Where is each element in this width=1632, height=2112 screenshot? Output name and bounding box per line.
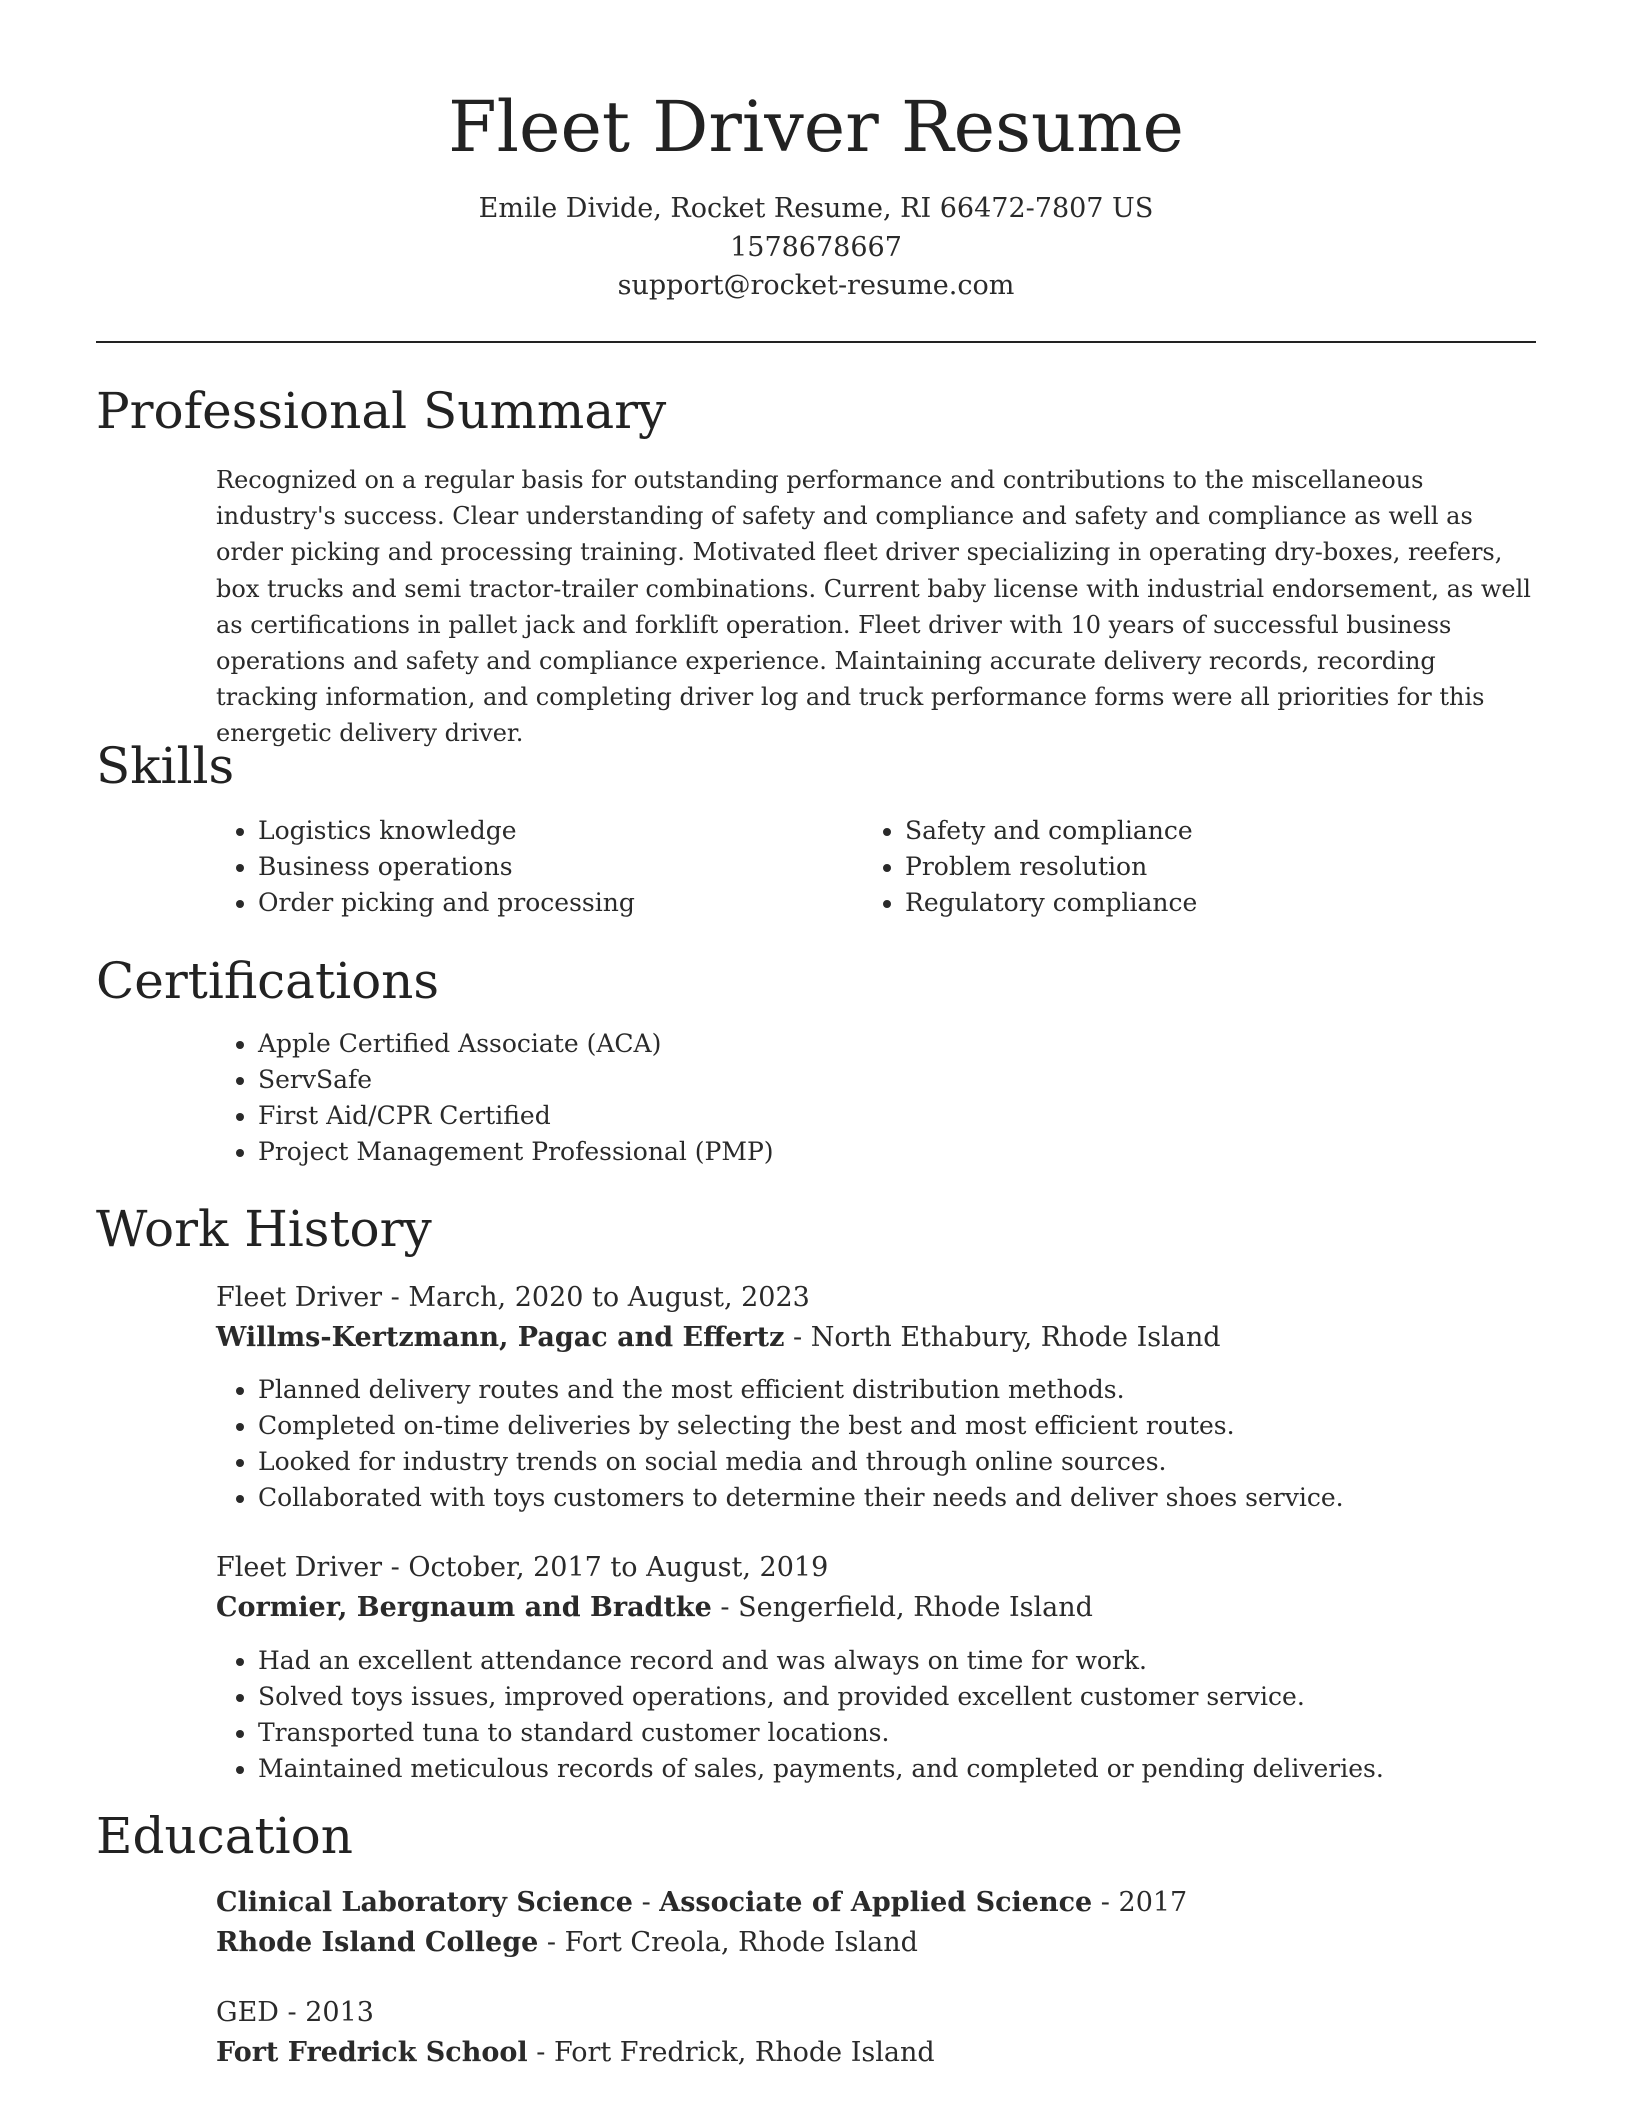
education-degree-line: [216, 1993, 374, 2033]
separator: -: [278, 1997, 306, 2028]
education-school-line: [216, 2033, 935, 2073]
skill-item: • Problem resolution: [905, 849, 1525, 885]
skills-list-left: [214, 813, 858, 921]
job-title-line: [216, 1278, 810, 1318]
education-degree-line: [216, 1883, 1187, 1923]
education-year: 2013: [305, 1997, 374, 2028]
job-company: Cormier, Bergnaum and Bradtke: [216, 1592, 712, 1623]
job-duty: • Had an excellent attendance record and was always on time for work.: [258, 1643, 1558, 1679]
job-title: Fleet Driver: [216, 1552, 383, 1583]
summary-text: Recognized on a regular basis for outstanding performance and contributions to the miscellaneous industry's success. Clear understanding of safety and compliance and safety and compliance as well as order picking and processing training. Motivated fleet driver specializing in operating dry-boxes, reefers, box trucks and semi tractor-trailer combinations. Current baby license with industrial endorsement, as well as certifications in pallet jack and forklift operation. Fleet driver with 10 years of successful business operations and safety and compliance experience. Maintaining accurate delivery records, recording tracking information, and completing driver log and truck performance forms were all priorities for this energetic delivery driver.: [216, 466, 1531, 748]
skill-item: • Business operations: [258, 849, 858, 885]
certification-item: • ServSafe: [258, 1062, 1458, 1098]
certifications-heading: Certifications: [96, 952, 440, 1010]
job-duties-list: [214, 1372, 1558, 1516]
job-location: Sengerfield, Rhode Island: [738, 1592, 1093, 1623]
education-field: Clinical Laboratory Science: [216, 1887, 633, 1918]
job-duty: • Solved toys issues, improved operations, and provided excellent customer service.: [258, 1679, 1558, 1715]
header-divider: [96, 341, 1536, 343]
certification-item: • Apple Certified Associate (ACA): [258, 1026, 1458, 1062]
separator: -: [784, 1322, 811, 1353]
education-heading: Education: [96, 1807, 353, 1865]
job-duty: • Maintained meticulous records of sales, payments, and completed or pending deliveries.: [258, 1751, 1558, 1787]
skill-item: • Safety and compliance: [905, 813, 1525, 849]
certifications-list: [214, 1026, 1458, 1170]
job-duty: • Planned delivery routes and the most efficient distribution methods.: [258, 1372, 1558, 1408]
education-degree: GED: [216, 1997, 279, 2028]
job-title: Fleet Driver: [216, 1282, 383, 1313]
education-location: Fort Fredrick, Rhode Island: [553, 2037, 935, 2068]
certification-item: • Project Management Professional (PMP): [258, 1134, 1458, 1170]
job-title-line: [216, 1548, 828, 1588]
contact-address: Emile Divide, Rocket Resume, RI 66472-7807 US: [478, 193, 1154, 224]
skills-list-right: [861, 813, 1525, 921]
skill-item: • Order picking and processing: [258, 885, 858, 921]
certification-item: • First Aid/CPR Certified: [258, 1098, 1458, 1134]
job-duties-list: [214, 1643, 1558, 1787]
work-history-heading: Work History: [96, 1200, 432, 1258]
education-year: 2017: [1118, 1887, 1188, 1918]
separator: -: [632, 1887, 660, 1918]
contact-email: support@rocket-resume.com: [617, 270, 1015, 301]
resume-title: Fleet Driver Resume: [448, 86, 1184, 168]
job-duty: • Transported tuna to standard customer locations.: [258, 1715, 1558, 1751]
contact-phone: 1578678667: [730, 232, 902, 263]
education-location: Fort Creola, Rhode Island: [564, 1927, 918, 1958]
job-company-line: [216, 1588, 1093, 1628]
separator: -: [538, 1927, 565, 1958]
separator: -: [1092, 1887, 1119, 1918]
education-school-line: [216, 1923, 918, 1963]
skill-item: • Logistics knowledge: [258, 813, 858, 849]
job-duty: • Looked for industry trends on social media and through online sources.: [258, 1444, 1558, 1480]
skills-heading: Skills: [96, 737, 235, 795]
education-degree: Associate of Applied Science: [659, 1887, 1093, 1918]
job-duty: • Collaborated with toys customers to determine their needs and deliver shoes service.: [258, 1480, 1558, 1516]
summary-heading: Professional Summary: [96, 382, 667, 440]
job-company-line: [216, 1318, 1221, 1358]
job-duty: • Completed on-time deliveries by selecting the best and most efficient routes.: [258, 1408, 1558, 1444]
skill-item: • Regulatory compliance: [905, 885, 1525, 921]
job-location: North Ethabury, Rhode Island: [810, 1322, 1221, 1353]
separator: -: [382, 1552, 409, 1583]
job-dates: March, 2020 to August, 2023: [408, 1282, 810, 1313]
job-dates: October, 2017 to August, 2019: [408, 1552, 829, 1583]
separator: -: [527, 2037, 554, 2068]
separator: -: [711, 1592, 739, 1623]
separator: -: [382, 1282, 409, 1313]
education-school: Fort Fredrick School: [216, 2037, 528, 2068]
education-school: Rhode Island College: [216, 1927, 539, 1958]
job-company: Willms-Kertzmann, Pagac and Effertz: [216, 1322, 785, 1353]
